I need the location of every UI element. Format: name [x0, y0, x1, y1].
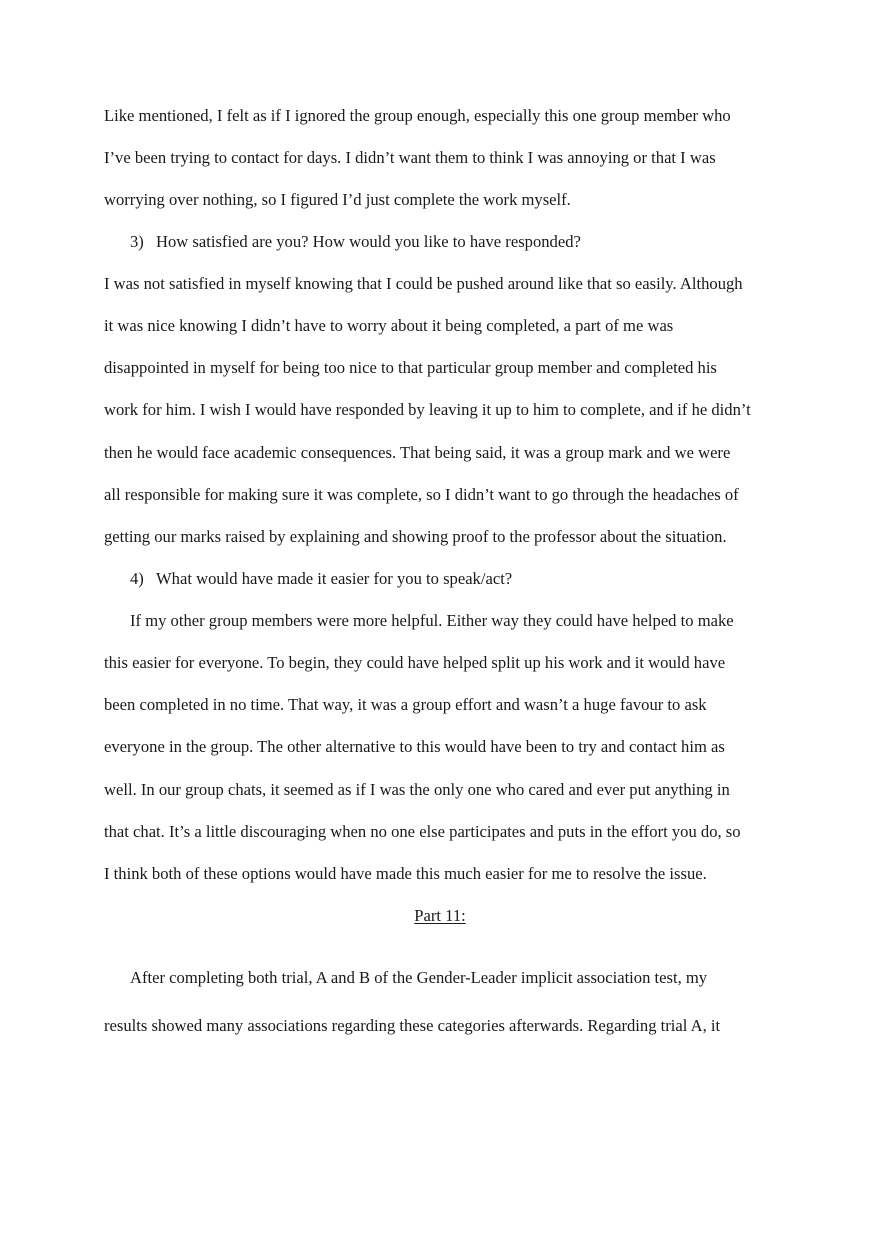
question-3-text: How satisfied are you? How would you like to have responded?: [156, 232, 581, 251]
paragraph-1-line-1: Like mentioned, I felt as if I ignored the group enough, especially this one group member who: [104, 106, 731, 125]
section-heading: [0, 906, 880, 926]
question-4: [130, 569, 512, 589]
paragraph-4-line-1: After completing both trial, A and B of the Gender-Leader implicit association test, my: [130, 968, 708, 987]
paragraph-2-line-6: all responsible for making sure it was complete, so I didn’t want to go through the headaches of: [104, 485, 739, 504]
paragraph-1-line-3: worrying over nothing, so I figured I’d just complete the work myself.: [104, 190, 571, 209]
paragraph-2-line-7: getting our marks raised by explaining and showing proof to the professor about the situation.: [104, 527, 727, 546]
paragraph-3-line-4: everyone in the group. The other alternative to this would have been to try and contact him as: [104, 737, 725, 756]
paragraph-2-line-4: work for him. I wish I would have responded by leaving it up to him to complete, and if he didn’t: [104, 400, 751, 419]
paragraph-3-line-6: that chat. It’s a little discouraging when no one else participates and puts in the effort you do, so: [104, 822, 741, 841]
question-3-number: 3): [130, 232, 144, 251]
paragraph-4-line-2: results showed many associations regarding these categories afterwards. Regarding trial A, it: [104, 1016, 721, 1035]
paragraph-1-line-2: I’ve been trying to contact for days. I didn’t want them to think I was annoying or that I was: [104, 148, 716, 167]
paragraph-2-line-3: disappointed in myself for being too nice to that particular group member and completed his: [104, 358, 717, 377]
paragraph-3-line-3: been completed in no time. That way, it was a group effort and wasn’t a huge favour to ask: [104, 695, 707, 714]
paragraph-2-line-5: then he would face academic consequences. That being said, it was a group mark and we were: [104, 443, 731, 462]
section-heading-text: Part 11:: [414, 906, 466, 925]
paragraph-2-line-2: it was nice knowing I didn’t have to worry about it being completed, a part of me was: [104, 316, 674, 335]
paragraph-3-line-5: well. In our group chats, it seemed as if I was the only one who cared and ever put anything in: [104, 780, 730, 799]
question-3: [130, 232, 581, 252]
question-4-number: 4): [130, 569, 144, 588]
paragraph-3-line-1: If my other group members were more helpful. Either way they could have helped to make: [130, 611, 734, 630]
paragraph-3-line-2: this easier for everyone. To begin, they could have helped split up his work and it would have: [104, 653, 726, 672]
paragraph-3-line-7: I think both of these options would have made this much easier for me to resolve the issue.: [104, 864, 707, 883]
paragraph-2-line-1: I was not satisfied in myself knowing that I could be pushed around like that so easily. Although: [104, 274, 743, 293]
question-4-text: What would have made it easier for you to speak/act?: [156, 569, 513, 588]
